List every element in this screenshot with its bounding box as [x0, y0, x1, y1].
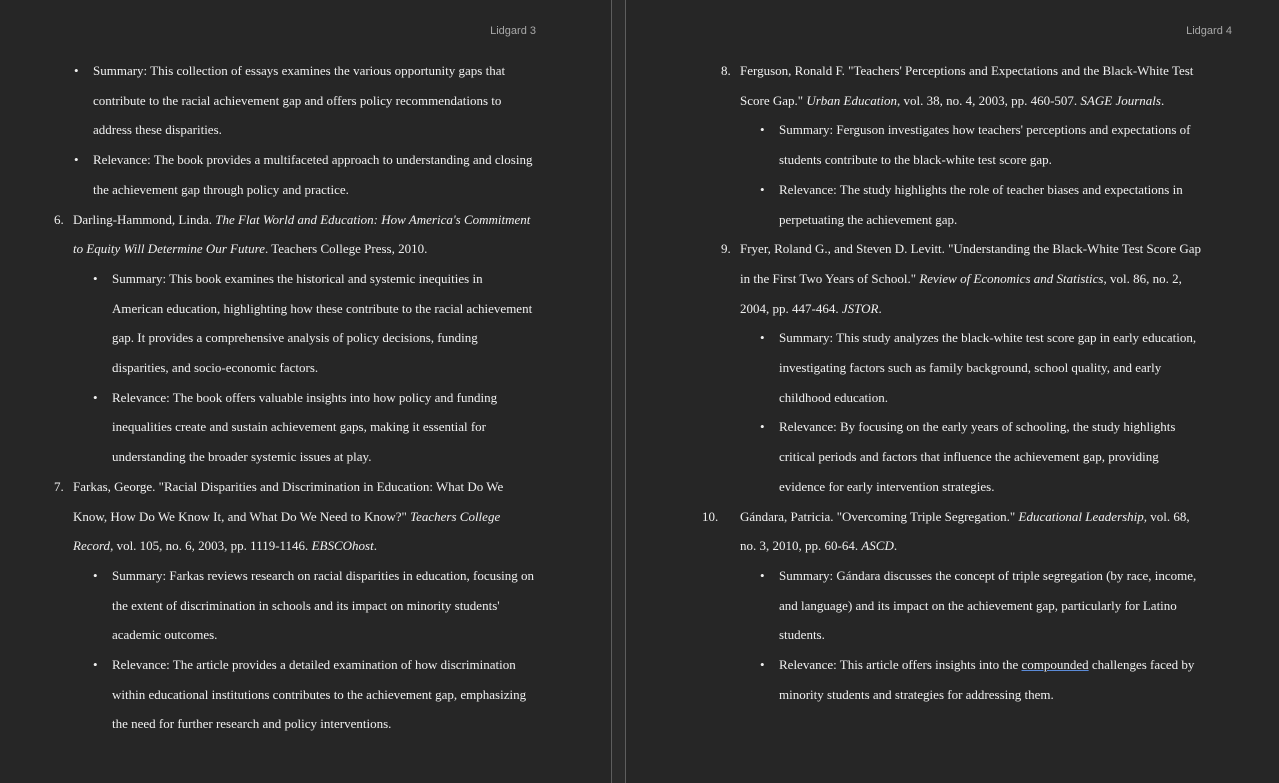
bullet-list	[760, 561, 1207, 710]
page-header: Lidgard 4	[1186, 25, 1232, 37]
entry-number: 8.	[721, 63, 731, 78]
page-divider	[611, 0, 612, 783]
citation-entry-9	[721, 234, 1207, 501]
bullet-summary: • Summary: Farkas reviews research on racial disparities in education, focusing on the extent of discrimination in schools and its impact on minority students' academic outcomes.	[112, 561, 536, 650]
bullet-summary: • Summary: This study analyzes the black-white test score gap in early education, investigating factors such as family background, school quality, and early childhood education.	[779, 323, 1207, 412]
citation-entry-10	[702, 502, 1207, 710]
spelling-underlined-word[interactable]: compounded	[1021, 657, 1089, 673]
bullet-summary: • Summary: Gándara discusses the concept of triple segregation (by race, income, and language) and its impact on the achievement gap, particularly for Latino students.	[779, 561, 1207, 650]
citation-entry-6	[54, 205, 536, 472]
citation-text: Fryer, Roland G., and Steven D. Levitt. "Understanding the Black-White Test Score Gap in the First Two Years of School." Review of Economics and Statistics, vol. 86, no. 2, 2004, pp. 447-464. JSTOR.	[740, 241, 1202, 316]
page-header: Lidgard 3	[490, 25, 536, 37]
bullet-relevance: • Relevance: The study highlights the role of teacher biases and expectations in perpetuating the achievement gap.	[779, 175, 1207, 234]
citation-text: Darling-Hammond, Linda. The Flat World and Education: How America's Commitment to Equity Will Determine Our Future. Teachers College Press, 2010.	[73, 211, 531, 257]
citation-entry-8	[721, 56, 1207, 234]
bullet-relevance: • Relevance: The book offers valuable insights into how policy and funding inequalities create and sustain achievement gaps, making it essential for understanding the broader systemic issues at play.	[112, 383, 536, 472]
page-content	[702, 56, 1207, 709]
document-page-3	[0, 0, 611, 783]
bullet-summary: • Summary: This collection of essays examines the various opportunity gaps that contribute to the racial achievement gap and offers policy recommendations to address these disparities.	[93, 56, 536, 145]
bullet-list	[54, 56, 536, 205]
entry-number: 6.	[54, 211, 64, 227]
bullet-list	[760, 115, 1207, 234]
citation-entry-7	[54, 472, 536, 739]
document-page-4	[626, 0, 1279, 783]
entry-number: 7.	[54, 478, 64, 494]
bullet-relevance: • Relevance: The article provides a detailed examination of how discrimination within educational institutions contributes to the achievement gap, emphasizing the need for further research and policy interventions.	[112, 650, 536, 739]
bullet-relevance: • Relevance: The book provides a multifaceted approach to understanding and closing the achievement gap through policy and practice.	[93, 145, 536, 204]
citation-text: Gándara, Patricia. "Overcoming Triple Segregation." Educational Leadership, vol. 68, no. 3, 2010, pp. 60-64. ASCD.	[740, 508, 1190, 554]
entry-number: 10.	[702, 508, 719, 524]
bullet-list	[92, 264, 536, 472]
citation-text: Ferguson, Ronald F. "Teachers' Perceptions and Expectations and the Black-White Test Score Gap." Urban Education, vol. 38, no. 4, 2003, pp. 460-507. SAGE Journals.	[740, 63, 1194, 108]
bullet-relevance: • Relevance: This article offers insights into the compounded challenges faced by minority students and strategies for addressing them.	[779, 650, 1207, 709]
entry-number: 9.	[721, 241, 731, 257]
bullet-summary: • Summary: This book examines the historical and systemic inequities in American education, highlighting how these contribute to the racial achievement gap. It provides a comprehensive analysis of policy decisions, funding disparities, and socio-economic factors.	[112, 264, 536, 383]
bullet-list	[760, 323, 1207, 501]
citation-text: Farkas, George. "Racial Disparities and Discrimination in Education: What Do We Know, How Do We Know It, and What Do We Need to Know?" Teachers College Record, vol. 105, no. 6, 2003, pp. 1119-1146. EBSCOhost.	[73, 478, 504, 554]
bullet-summary: • Summary: Ferguson investigates how teachers' perceptions and expectations of students contribute to the black-white test score gap.	[779, 115, 1207, 174]
bullet-relevance: • Relevance: By focusing on the early years of schooling, the study highlights critical periods and factors that influence the achievement gap, providing evidence for early intervention strategies.	[779, 412, 1207, 501]
bullet-list	[92, 561, 536, 739]
page-content	[54, 56, 536, 739]
